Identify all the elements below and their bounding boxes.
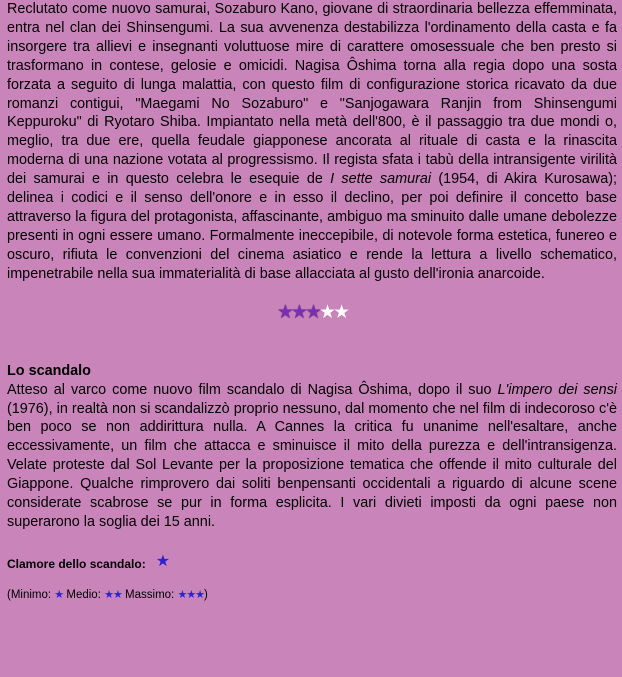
- star-filled-icon: ★: [290, 301, 305, 323]
- star-empty-icon: ★: [319, 301, 334, 323]
- legend-open: (Minimo:: [7, 588, 52, 601]
- scandal-star-icon: ★: [155, 552, 171, 570]
- review-paragraph: [7, 0, 617, 284]
- rating-stars: [7, 302, 617, 324]
- legend-close: ): [204, 588, 208, 601]
- clamore-stars: [156, 553, 170, 571]
- review-text-part: Reclutato come nuovo samurai, Sozaburo Kano, giovane di straordinaria bellezza effemminata, entra nel clan dei Shinsengumi. La sua avvenenza destabilizza l'ordinamento della casta e fa insorgere tra allievi e insegnanti voluttuose mire di carattere omosessuale che ben presto si trasformano in contese, gelosie e omicidi. Nagisa Ôshima torna alla regia dopo una sosta forzata a seguito di lunga malattia, con questo film di configurazione storica ricavato da due romanzi contigui, "Maegami No Sozaburo" e "Sanjogawara Ranjin from Shinsengumi Keppuroku" di Ryotaro Shiba. Impiantato nella metà dell'800, è il passaggio tra due mondi o, meglio, tra due ere, quella feudale giapponese ancorata al rituale di casta e la rinascita moderna di una nazione votata al progressismo. Il regista sfata i tabù della intransigente virilità dei samurai e in questo celebra le esequie de: [7, 1, 617, 188]
- page-content: [7, 0, 617, 603]
- legend-max-star-icon: ★★★: [177, 588, 205, 601]
- legend-medio: Medio:: [66, 588, 101, 601]
- scandalo-text-part: Atteso al varco come nuovo film scandalo di Nagisa Ôshima, dopo il suo: [7, 381, 498, 398]
- star-filled-icon: ★: [276, 301, 291, 323]
- clamore-row: [7, 552, 617, 573]
- legend-medio-star-icon: ★★: [104, 588, 122, 601]
- clamore-label: Clamore dello scandalo:: [7, 556, 146, 571]
- scandalo-text-part: (1976), in realtà non si scandalizzò proprio nessuno, dal momento che nel film di indecoroso c'è ben poco se non addirittura nulla. A Cannes la critica fu unanime nell'esaltare, anche eccessivamente, un film che attacca e sminuisce il mito della purezza e dell'intransigenza. Velate proteste dal Sol Levante per la proposizione tematica che offende il mito culturale del Giappone. Qualche rimprovero dai soliti benpensanti occidentali a riguardo di alcune scene considerate scabrose se pur in forma esplicita. I vari divieti imposti da ogni paese non superarono la soglia dei 15 anni.: [7, 400, 617, 530]
- scandalo-paragraph: [7, 381, 617, 532]
- film-title-impero-dei-sensi: L'impero dei sensi: [497, 381, 617, 398]
- film-title-sette-samurai: I sette samurai: [330, 171, 432, 188]
- legend-min-star-icon: ★: [54, 588, 64, 601]
- review-text-part: (1954, di Akira Kurosawa); delinea i codici e il senso dell'onore e in esso il declino, per poi definire il concetto base attraverso la figura del protagonista, affascinante, ambiguo ma sminuito dalle umane debolezze presenti in ogni essere umano. Formalmente ineccepibile, di notevole forma estetica, funereo e oscuro, rifiuta le convenzioni del cinema asiatico e rende la lettura a livello schematico, impenetrabile nella sua immaterialità di base allacciata al gusto dell'ironia anarcoide.: [7, 171, 617, 282]
- section-heading-scandalo: Lo scandalo: [7, 362, 91, 379]
- clamore-legend: [7, 587, 617, 603]
- legend-massimo: Massimo:: [125, 588, 175, 601]
- star-filled-icon: ★: [304, 301, 320, 323]
- star-empty-icon: ★: [333, 301, 348, 323]
